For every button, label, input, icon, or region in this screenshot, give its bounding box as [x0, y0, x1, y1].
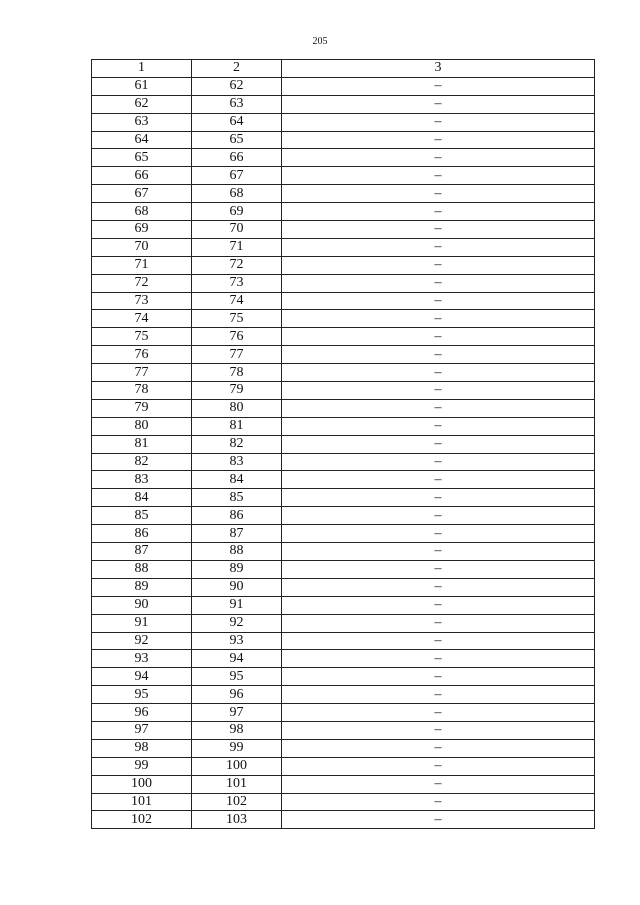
table-row: [92, 578, 595, 596]
table-cell-col-1: 96: [92, 704, 192, 722]
table-cell-col-3: –: [282, 346, 595, 364]
table-cell-col-2: 85: [192, 489, 282, 507]
table-cell-col-2: 70: [192, 221, 282, 239]
table-cell-col-3: –: [282, 256, 595, 274]
table-cell-col-3: –: [282, 203, 595, 221]
table-row: [92, 185, 595, 203]
column-header-3: 3: [282, 60, 595, 78]
table-cell-col-2: 79: [192, 382, 282, 400]
table-cell-col-3: –: [282, 560, 595, 578]
table-cell-col-3: –: [282, 310, 595, 328]
table-cell-col-2: 90: [192, 578, 282, 596]
table-row: [92, 721, 595, 739]
table-cell-col-1: 66: [92, 167, 192, 185]
table-cell-col-1: 87: [92, 543, 192, 561]
table-row: [92, 399, 595, 417]
table-row: [92, 95, 595, 113]
table-row: [92, 382, 595, 400]
table-cell-col-1: 88: [92, 560, 192, 578]
column-header-2: 2: [192, 60, 282, 78]
table-row: [92, 149, 595, 167]
table-cell-col-1: 73: [92, 292, 192, 310]
table-cell-col-1: 85: [92, 507, 192, 525]
table-cell-col-2: 67: [192, 167, 282, 185]
table-row: [92, 471, 595, 489]
table-cell-col-1: 62: [92, 95, 192, 113]
table-cell-col-1: 102: [92, 811, 192, 829]
table-cell-col-2: 77: [192, 346, 282, 364]
table-row: [92, 704, 595, 722]
table-row: [92, 632, 595, 650]
table-cell-col-3: –: [282, 77, 595, 95]
table-row: [92, 328, 595, 346]
table-row: [92, 489, 595, 507]
table-cell-col-1: 71: [92, 256, 192, 274]
table-row: [92, 221, 595, 239]
table-cell-col-3: –: [282, 739, 595, 757]
table-row: [92, 364, 595, 382]
table-cell-col-2: 68: [192, 185, 282, 203]
table-row: [92, 775, 595, 793]
table-cell-col-1: 89: [92, 578, 192, 596]
table-header-row: [92, 60, 595, 78]
table-cell-col-3: –: [282, 364, 595, 382]
table-cell-col-1: 77: [92, 364, 192, 382]
table-row: [92, 686, 595, 704]
table-row: [92, 668, 595, 686]
table-cell-col-1: 93: [92, 650, 192, 668]
table-cell-col-1: 79: [92, 399, 192, 417]
table-cell-col-1: 61: [92, 77, 192, 95]
table-cell-col-2: 64: [192, 113, 282, 131]
table-cell-col-3: –: [282, 525, 595, 543]
table-cell-col-2: 89: [192, 560, 282, 578]
table-row: [92, 238, 595, 256]
table-cell-col-1: 65: [92, 149, 192, 167]
table-row: [92, 131, 595, 149]
table-cell-col-3: –: [282, 704, 595, 722]
table-cell-col-3: –: [282, 238, 595, 256]
table-cell-col-3: –: [282, 292, 595, 310]
table-cell-col-3: –: [282, 113, 595, 131]
table-row: [92, 614, 595, 632]
table-cell-col-1: 91: [92, 614, 192, 632]
table-cell-col-3: –: [282, 757, 595, 775]
table-cell-col-3: –: [282, 686, 595, 704]
table-row: [92, 507, 595, 525]
table-row: [92, 739, 595, 757]
table-row: [92, 77, 595, 95]
table-row: [92, 596, 595, 614]
table-cell-col-3: –: [282, 632, 595, 650]
table-cell-col-1: 78: [92, 382, 192, 400]
table-row: [92, 256, 595, 274]
table-cell-col-3: –: [282, 417, 595, 435]
table-row: [92, 274, 595, 292]
table-cell-col-1: 80: [92, 417, 192, 435]
table-cell-col-3: –: [282, 775, 595, 793]
table-cell-col-3: –: [282, 167, 595, 185]
table-cell-col-3: –: [282, 274, 595, 292]
table-cell-col-1: 82: [92, 453, 192, 471]
table-cell-col-2: 72: [192, 256, 282, 274]
table-cell-col-1: 100: [92, 775, 192, 793]
table-cell-col-1: 68: [92, 203, 192, 221]
table-cell-col-2: 75: [192, 310, 282, 328]
page-number: 205: [312, 36, 328, 47]
table-cell-col-3: –: [282, 435, 595, 453]
table-body: [92, 77, 595, 828]
table-cell-col-1: 69: [92, 221, 192, 239]
table-cell-col-2: 69: [192, 203, 282, 221]
table-cell-col-2: 66: [192, 149, 282, 167]
table-cell-col-1: 101: [92, 793, 192, 811]
table-row: [92, 525, 595, 543]
table-cell-col-2: 102: [192, 793, 282, 811]
table-cell-col-3: –: [282, 399, 595, 417]
table-cell-col-2: 100: [192, 757, 282, 775]
table-row: [92, 757, 595, 775]
table-cell-col-3: –: [282, 668, 595, 686]
table-cell-col-2: 93: [192, 632, 282, 650]
table-cell-col-1: 81: [92, 435, 192, 453]
table-cell-col-3: –: [282, 614, 595, 632]
table-cell-col-2: 82: [192, 435, 282, 453]
table-cell-col-1: 74: [92, 310, 192, 328]
table-cell-col-1: 92: [92, 632, 192, 650]
table-cell-col-3: –: [282, 811, 595, 829]
table-cell-col-1: 83: [92, 471, 192, 489]
table-cell-col-1: 70: [92, 238, 192, 256]
table-row: [92, 310, 595, 328]
table-cell-col-3: –: [282, 650, 595, 668]
table-cell-col-1: 72: [92, 274, 192, 292]
table-cell-col-3: –: [282, 95, 595, 113]
table-cell-col-2: 84: [192, 471, 282, 489]
table-row: [92, 650, 595, 668]
table-row: [92, 435, 595, 453]
table-cell-col-2: 80: [192, 399, 282, 417]
table-cell-col-3: –: [282, 382, 595, 400]
table-row: [92, 203, 595, 221]
table-cell-col-1: 63: [92, 113, 192, 131]
table-cell-col-2: 83: [192, 453, 282, 471]
table-cell-col-1: 84: [92, 489, 192, 507]
table-cell-col-2: 71: [192, 238, 282, 256]
table-cell-col-3: –: [282, 149, 595, 167]
table-cell-col-3: –: [282, 596, 595, 614]
table-cell-col-2: 94: [192, 650, 282, 668]
table-cell-col-2: 73: [192, 274, 282, 292]
table-cell-col-3: –: [282, 453, 595, 471]
table-row: [92, 453, 595, 471]
table-cell-col-3: –: [282, 471, 595, 489]
table-cell-col-3: –: [282, 185, 595, 203]
table-cell-col-2: 65: [192, 131, 282, 149]
table-cell-col-1: 76: [92, 346, 192, 364]
table-cell-col-2: 99: [192, 739, 282, 757]
table-cell-col-2: 86: [192, 507, 282, 525]
table-cell-col-2: 91: [192, 596, 282, 614]
table-cell-col-2: 78: [192, 364, 282, 382]
table-cell-col-2: 76: [192, 328, 282, 346]
table-cell-col-1: 97: [92, 721, 192, 739]
table-cell-col-2: 97: [192, 704, 282, 722]
table-cell-col-2: 101: [192, 775, 282, 793]
table-cell-col-2: 92: [192, 614, 282, 632]
table-cell-col-1: 94: [92, 668, 192, 686]
table-cell-col-1: 90: [92, 596, 192, 614]
column-header-1: 1: [92, 60, 192, 78]
table-cell-col-2: 81: [192, 417, 282, 435]
table-row: [92, 560, 595, 578]
table-cell-col-3: –: [282, 131, 595, 149]
data-table: [91, 59, 595, 829]
table-cell-col-1: 98: [92, 739, 192, 757]
table-row: [92, 113, 595, 131]
table-cell-col-3: –: [282, 328, 595, 346]
table-cell-col-2: 63: [192, 95, 282, 113]
table-cell-col-1: 75: [92, 328, 192, 346]
table-row: [92, 346, 595, 364]
table-cell-col-2: 87: [192, 525, 282, 543]
table-cell-col-3: –: [282, 721, 595, 739]
table-cell-col-3: –: [282, 221, 595, 239]
table-cell-col-3: –: [282, 507, 595, 525]
table-row: [92, 793, 595, 811]
table-cell-col-2: 74: [192, 292, 282, 310]
table-row: [92, 417, 595, 435]
table-cell-col-3: –: [282, 793, 595, 811]
table-row: [92, 811, 595, 829]
table-cell-col-1: 64: [92, 131, 192, 149]
table-cell-col-1: 99: [92, 757, 192, 775]
table-cell-col-2: 96: [192, 686, 282, 704]
table-cell-col-2: 95: [192, 668, 282, 686]
table-cell-col-3: –: [282, 578, 595, 596]
table-cell-col-1: 67: [92, 185, 192, 203]
table-cell-col-3: –: [282, 543, 595, 561]
table-row: [92, 292, 595, 310]
table-row: [92, 167, 595, 185]
table-cell-col-2: 103: [192, 811, 282, 829]
table-cell-col-3: –: [282, 489, 595, 507]
table-cell-col-1: 95: [92, 686, 192, 704]
table-row: [92, 543, 595, 561]
table-cell-col-2: 62: [192, 77, 282, 95]
table-cell-col-2: 88: [192, 543, 282, 561]
table-cell-col-2: 98: [192, 721, 282, 739]
table-cell-col-1: 86: [92, 525, 192, 543]
